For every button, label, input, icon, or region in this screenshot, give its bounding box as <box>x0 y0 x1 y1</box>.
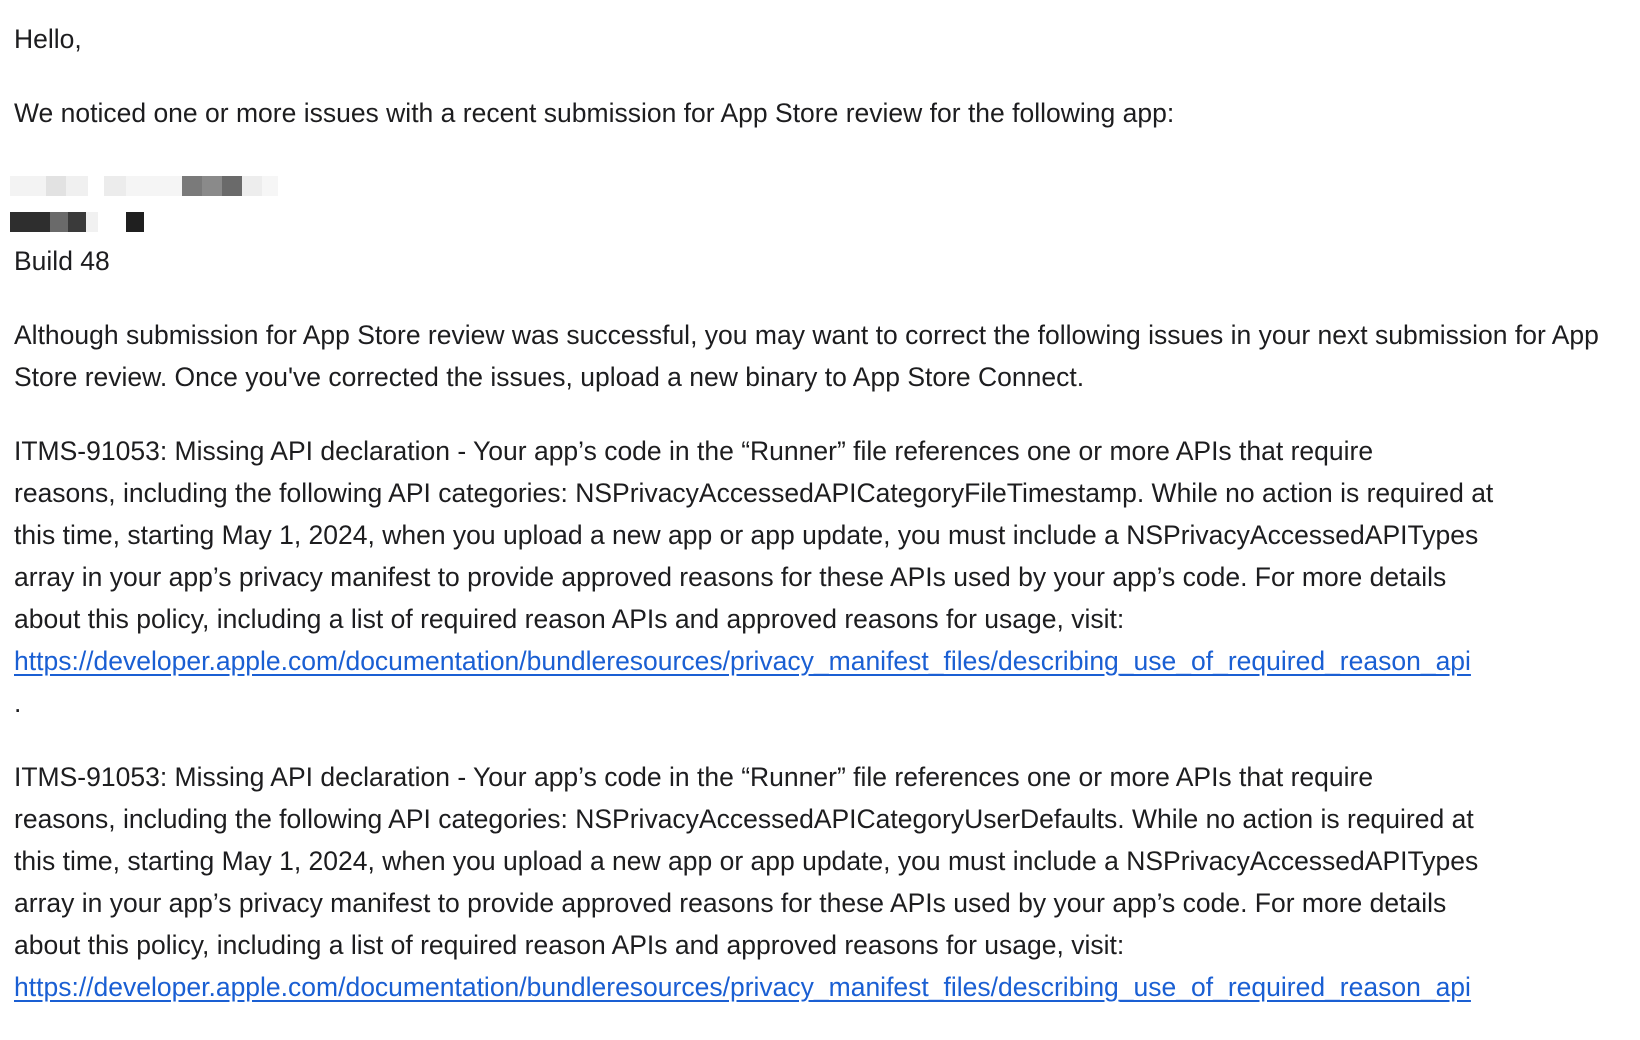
issue-line: about this policy, including a list of required reason APIs and approved reasons for usage, visit: <box>14 604 1125 634</box>
app-info-block <box>14 166 1640 282</box>
issue-line: this time, starting May 1, 2024, when you upload a new app or app update, you must include a NSPrivacyAccessedAPITypes <box>14 846 1479 876</box>
redacted-version <box>14 206 1640 244</box>
issue-line: ITMS-91053: Missing API declaration - Your app’s code in the “Runner” file references one or more APIs that require <box>14 762 1374 792</box>
issue-line: array in your app’s privacy manifest to provide approved reasons for these APIs used by your app’s code. For more details <box>14 888 1447 918</box>
issue-line: array in your app’s privacy manifest to provide approved reasons for these APIs used by your app’s code. For more details <box>14 562 1447 592</box>
issue-block <box>14 756 1640 1008</box>
intro-text: We noticed one or more issues with a recent submission for App Store review for the following app: <box>14 98 1175 128</box>
trailing-period: . <box>14 688 22 718</box>
privacy-manifest-link[interactable]: https://developer.apple.com/documentation/bundleresources/privacy_manifest_files/describing_use_of_required_reason_api <box>14 646 1471 676</box>
issue-block <box>14 430 1640 724</box>
issue-line: reasons, including the following API categories: NSPrivacyAccessedAPICategoryFileTimestamp. While no action is required at <box>14 478 1494 508</box>
issue-line: this time, starting May 1, 2024, when you upload a new app or app update, you must include a NSPrivacyAccessedAPITypes <box>14 520 1479 550</box>
privacy-manifest-link[interactable]: https://developer.apple.com/documentation/bundleresources/privacy_manifest_files/describing_use_of_required_reason_api <box>14 972 1471 1002</box>
issue-line: about this policy, including a list of required reason APIs and approved reasons for usage, visit: <box>14 930 1125 960</box>
issue-line: ITMS-91053: Missing API declaration - Your app’s code in the “Runner” file references one or more APIs that require <box>14 436 1374 466</box>
redacted-app-name <box>14 166 1640 206</box>
build-number: Build 48 <box>14 246 110 276</box>
summary-text: Although submission for App Store review was successful, you may want to correct the following issues in your next submission for App Store review. Once you've corrected the issues, upload a new binary to App Store Connect. <box>14 320 1599 392</box>
greeting-text: Hello, <box>14 24 82 54</box>
issue-line: reasons, including the following API categories: NSPrivacyAccessedAPICategoryUserDefaults. While no action is required at <box>14 804 1474 834</box>
